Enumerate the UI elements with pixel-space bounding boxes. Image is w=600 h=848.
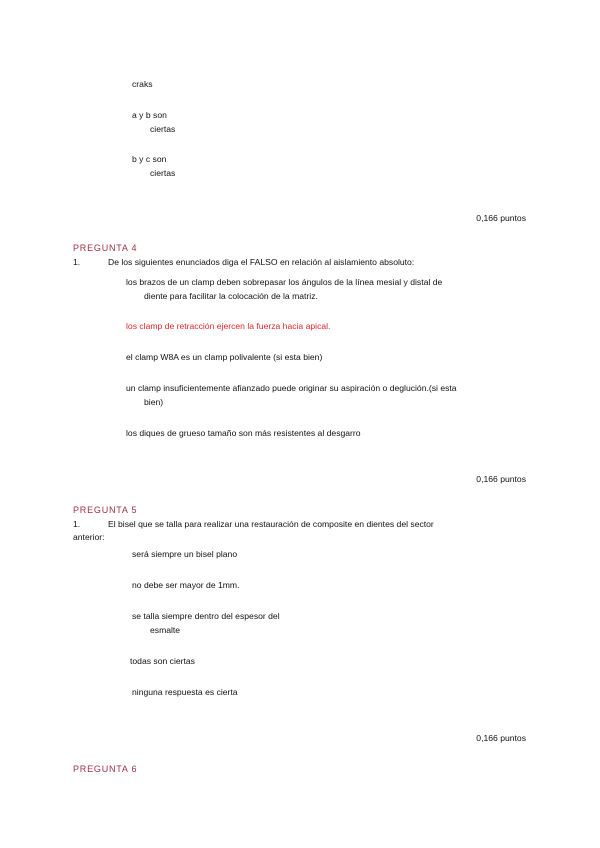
prev-points: 0,166 puntos xyxy=(476,213,526,223)
question-5-statement: El bisel que se talla para realizar una restauración de composite en dientes del sector xyxy=(108,519,434,529)
question-4-number: 1. xyxy=(73,257,81,267)
prev-option-2-cont: ciertas xyxy=(150,124,176,134)
q5-option-3: se talla siempre dentro del espesor del xyxy=(132,611,280,621)
q4-option-4-cont: bien) xyxy=(144,397,164,407)
question-5-header: PREGUNTA 5 xyxy=(73,505,138,515)
q5-option-1: será siempre un bisel plano xyxy=(132,549,238,559)
q5-option-2: no debe ser mayor de 1mm. xyxy=(132,580,240,590)
question-4-header: PREGUNTA 4 xyxy=(73,243,138,253)
q5-option-3-cont: esmalte xyxy=(150,625,181,635)
q5-option-5: ninguna respuesta es cierta xyxy=(132,687,238,697)
q4-option-4: un clamp insuficientemente afianzado puede originar su aspiración o deglución.(si esta xyxy=(126,383,457,393)
question-4-points: 0,166 puntos xyxy=(476,474,526,484)
q4-option-5: los diques de grueso tamaño son más resistentes al desgarro xyxy=(126,428,361,438)
prev-option-1: craks xyxy=(132,79,153,89)
prev-option-3: b y c son xyxy=(132,154,167,164)
q5-option-4: todas son ciertas xyxy=(130,656,195,666)
question-5-points: 0,166 puntos xyxy=(476,733,526,743)
question-6-header: PREGUNTA 6 xyxy=(73,764,138,774)
question-5-statement-cont: anterior: xyxy=(73,532,105,542)
q4-option-1-cont: diente para facilitar la colocación de la matriz. xyxy=(144,291,318,301)
question-5-number: 1. xyxy=(73,519,81,529)
prev-option-2: a y b son xyxy=(132,110,167,120)
q4-option-3: el clamp W8A es un clamp polivalente (si esta bien) xyxy=(126,352,323,362)
question-4-statement: De los siguientes enunciados diga el FALSO en relación al aislamiento absoluto: xyxy=(108,257,415,267)
q4-option-2-highlighted: los clamp de retracción ejercen la fuerza hacia apical. xyxy=(126,321,331,331)
q4-option-1: los brazos de un clamp deben sobrepasar los ángulos de la línea mesial y distal de xyxy=(126,277,443,287)
prev-option-3-cont: ciertas xyxy=(150,168,176,178)
